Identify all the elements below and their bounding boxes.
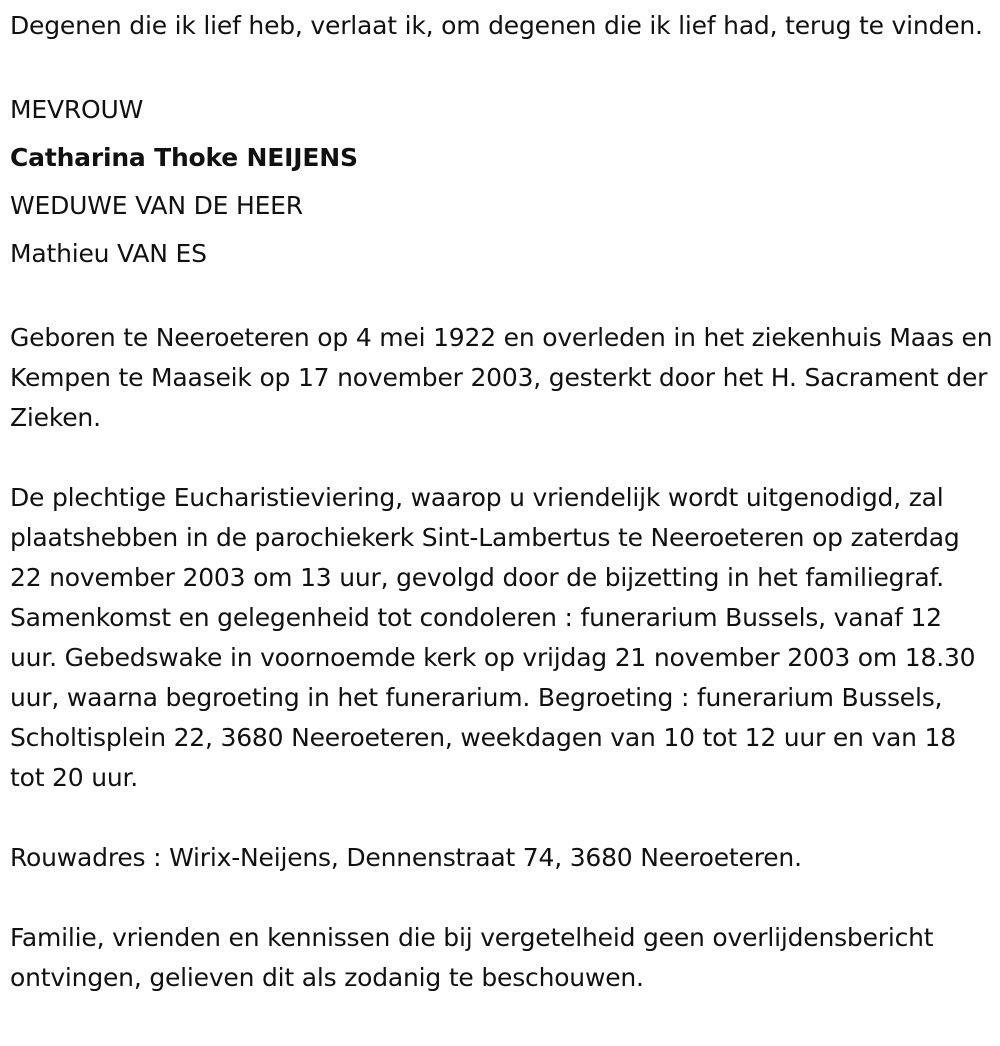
closing-paragraph: Familie, vrienden en kennissen die bij vergetelheid geen overlijdensbericht ontvingen, gelieven dit als zodanig te beschouwen.: [10, 923, 934, 992]
deceased-name: Catharina Thoke NEIJENS: [10, 143, 358, 172]
spacer: [10, 278, 995, 318]
birth-death-paragraph: Geboren te Neeroeteren op 4 mei 1922 en overleden in het ziekenhuis Maas en Kempen te Maaseik op 17 november 2003, gesterkt door het H. Sacrament der Zieken.: [10, 323, 993, 432]
title-label: MEVROUW: [10, 95, 144, 124]
spacer: [10, 46, 995, 86]
opening-quote: Degenen die ik lief heb, verlaat ik, om degenen die ik lief had, terug te vinden.: [10, 11, 983, 40]
mourning-address: Rouwadres : Wirix-Neijens, Dennenstraat 74, 3680 Neeroeteren.: [10, 843, 802, 872]
relation-label: WEDUWE VAN DE HEER: [10, 191, 303, 220]
spouse-name: Mathieu VAN ES: [10, 239, 207, 268]
service-paragraph: De plechtige Eucharistieviering, waarop u vriendelijk wordt uitgenodigd, zal plaatshebben in de parochiekerk Sint-Lambertus te Neeroeteren op zaterdag 22 november 2003 om 13 uur, gevolgd door de bijzetting in het familiegraf. Samenkomst en gelegenheid tot condoleren : funerarium Bussels, vanaf 12 uur. Gebedswake in voornoemde kerk op vrijdag 21 november 2003 om 18.30 uur, waarna begroeting in het funerarium. Begroeting : funerarium Bussels, Scholtisplein 22, 3680 Neeroeteren, weekdagen van 10 tot 12 uur en van 18 tot 20 uur.: [10, 483, 976, 792]
spacer: [10, 878, 995, 918]
obituary-notice: [10, 6, 995, 998]
spacer: [10, 798, 995, 838]
spacer: [10, 438, 995, 478]
